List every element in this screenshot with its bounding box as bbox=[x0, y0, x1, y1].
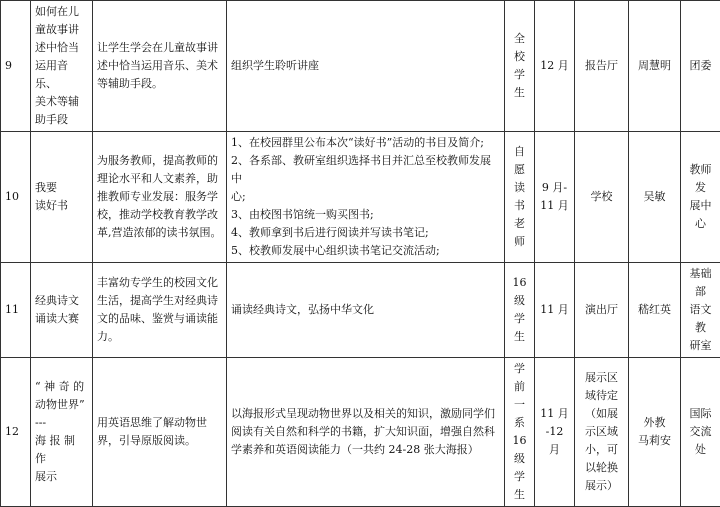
time-line: 12 月 bbox=[539, 57, 570, 75]
activity-name-cell bbox=[31, 1, 93, 132]
activity-content-line: 心; bbox=[231, 188, 500, 206]
activity-name-line: 述中恰当 bbox=[35, 39, 88, 57]
participants-cell bbox=[505, 132, 535, 263]
activity-goal-line: 述中恰当运用音乐、美术 bbox=[97, 57, 222, 75]
row-number-text: 9 bbox=[5, 59, 12, 72]
time-line: 9 月- bbox=[539, 179, 570, 197]
activity-name-line: 美术等辅 bbox=[35, 93, 88, 111]
person-in-charge-line: 嵇红英 bbox=[633, 301, 676, 319]
row-number-text: 12 bbox=[5, 425, 19, 438]
participants-line: 读书 bbox=[509, 179, 530, 215]
person-in-charge-cell bbox=[629, 358, 681, 507]
row-number-cell bbox=[1, 263, 31, 358]
table-row bbox=[1, 132, 720, 263]
person-in-charge-cell bbox=[629, 1, 681, 132]
department-line: 团委 bbox=[685, 57, 716, 75]
activity-goal-line: 用英语思维了解动物世 bbox=[97, 414, 222, 432]
participants-line: 一系 bbox=[509, 396, 530, 432]
time-cell bbox=[535, 263, 575, 358]
activity-goal-line: 推教师专业发展：服务学 bbox=[97, 188, 222, 206]
time-cell bbox=[535, 1, 575, 132]
activity-name-line: 运用音乐、 bbox=[35, 57, 88, 93]
activity-name-line: 如何在儿 bbox=[35, 3, 88, 21]
department-cell bbox=[681, 1, 720, 132]
person-in-charge-line: 吴敏 bbox=[633, 188, 676, 206]
person-in-charge-cell bbox=[629, 263, 681, 358]
person-in-charge-line: 马莉安 bbox=[633, 432, 676, 450]
activity-name-line: 展示 bbox=[35, 468, 88, 486]
activity-goal-line: 生活，提高学生对经典诗 bbox=[97, 292, 222, 310]
activity-name-line: --- bbox=[35, 414, 88, 432]
department-line: 研室 bbox=[685, 337, 716, 355]
activity-content-line: 1、在校园群里公布本次“读好书”活动的书目及简介; bbox=[231, 134, 500, 152]
activity-content-line: 组织学生聆听讲座 bbox=[231, 57, 500, 75]
person-in-charge-line: 外教 bbox=[633, 414, 676, 432]
row-number-text: 10 bbox=[5, 190, 19, 203]
activity-name-line: 助手段 bbox=[35, 111, 88, 129]
department-line: 语文教 bbox=[685, 301, 716, 337]
location-cell bbox=[575, 358, 629, 507]
time-line: 11 月 bbox=[539, 197, 570, 215]
location-line: 演出厅 bbox=[579, 301, 624, 319]
activity-plan-body bbox=[1, 1, 720, 507]
participants-line: 自愿 bbox=[509, 143, 530, 179]
participants-line: 学生 bbox=[509, 310, 530, 346]
activity-content-cell bbox=[227, 132, 505, 263]
activity-name-line: 动物世界” bbox=[35, 396, 88, 414]
activity-goal-cell bbox=[93, 132, 227, 263]
table-row bbox=[1, 358, 720, 507]
time-line: 11 月 bbox=[539, 301, 570, 319]
participants-line: 老师 bbox=[509, 215, 530, 251]
row-number-cell bbox=[1, 1, 31, 132]
activity-content-cell bbox=[227, 1, 505, 132]
location-line: 域待定 bbox=[579, 387, 624, 405]
location-line: 报告厅 bbox=[579, 57, 624, 75]
department-line: 教师发 bbox=[685, 161, 716, 197]
department-cell bbox=[681, 132, 720, 263]
activity-goal-line: 革,营造浓郁的读书氛围。 bbox=[97, 224, 222, 242]
activity-name-line: 我要 bbox=[35, 179, 88, 197]
department-line: 国际 bbox=[685, 405, 716, 423]
activity-name-line: 诵读大赛 bbox=[35, 310, 88, 328]
activity-goal-line: 为服务教师，提高教师的 bbox=[97, 152, 222, 170]
activity-name-cell bbox=[31, 263, 93, 358]
activity-name-cell bbox=[31, 358, 93, 507]
row-number-text: 11 bbox=[5, 303, 19, 316]
table-row bbox=[1, 1, 720, 132]
activity-goal-line: 力。 bbox=[97, 328, 222, 346]
participants-line: 学生 bbox=[509, 468, 530, 504]
activity-goal-line: 理论水平和人文素养，助 bbox=[97, 170, 222, 188]
activity-goal-cell bbox=[93, 1, 227, 132]
time-cell bbox=[535, 132, 575, 263]
location-line: （如展 bbox=[579, 405, 624, 423]
location-cell bbox=[575, 263, 629, 358]
activity-name-line: 经典诗文 bbox=[35, 292, 88, 310]
department-line: 展中心 bbox=[685, 197, 716, 233]
table-row bbox=[1, 263, 720, 358]
location-line: 以轮换 bbox=[579, 459, 624, 477]
activity-content-line: 5、校教师发展中心组织读书笔记交流活动; bbox=[231, 242, 500, 260]
time-line: 11 月 bbox=[539, 405, 570, 423]
activity-content-line: 2、各系部、教研室组织选择书目并汇总至校教师发展中 bbox=[231, 152, 500, 188]
location-line: 示区域 bbox=[579, 423, 624, 441]
participants-line: 学生 bbox=[509, 66, 530, 102]
activity-goal-line: 让学生学会在儿童故事讲 bbox=[97, 39, 222, 57]
location-line: 学校 bbox=[579, 188, 624, 206]
activity-goal-cell bbox=[93, 358, 227, 507]
activity-goal-cell bbox=[93, 263, 227, 358]
activity-content-line: 3、由校图书馆统一购买图书; bbox=[231, 206, 500, 224]
row-number-cell bbox=[1, 358, 31, 507]
activity-goal-line: 丰富幼专学生的校园文化 bbox=[97, 274, 222, 292]
activity-name-line: 童故事讲 bbox=[35, 21, 88, 39]
location-line: 展示区 bbox=[579, 369, 624, 387]
activity-content-cell bbox=[227, 358, 505, 507]
department-cell bbox=[681, 263, 720, 358]
location-line: 小，可 bbox=[579, 441, 624, 459]
participants-cell bbox=[505, 1, 535, 132]
activity-content-line: 阅读有关自然和科学的书籍，扩大知识面，增强自然科 bbox=[231, 423, 500, 441]
location-line: 展示） bbox=[579, 477, 624, 495]
activity-content-line: 学素养和英语阅读能力（一共约 24-28 张大海报） bbox=[231, 441, 500, 459]
participants-cell bbox=[505, 263, 535, 358]
participants-line: 16 级 bbox=[509, 432, 530, 468]
participants-cell bbox=[505, 358, 535, 507]
participants-line: 全校 bbox=[509, 30, 530, 66]
activity-goal-line: 界，引导原版阅读。 bbox=[97, 432, 222, 450]
department-line: 交流处 bbox=[685, 423, 716, 459]
time-cell bbox=[535, 358, 575, 507]
time-line: -12 月 bbox=[539, 423, 570, 459]
activity-name-line: 海 报 制 作 bbox=[35, 432, 88, 468]
person-in-charge-line: 周慧明 bbox=[633, 57, 676, 75]
row-number-cell bbox=[1, 132, 31, 263]
activity-goal-line: 等辅助手段。 bbox=[97, 75, 222, 93]
activity-name-line: 读好书 bbox=[35, 197, 88, 215]
participants-line: 学前 bbox=[509, 360, 530, 396]
person-in-charge-cell bbox=[629, 132, 681, 263]
activity-name-line: “ 神 奇 的 bbox=[35, 378, 88, 396]
activity-content-line: 诵读经典诗文，弘扬中华文化 bbox=[231, 301, 500, 319]
activity-content-line: 以海报形式呈现动物世界以及相关的知识，激励同学们 bbox=[231, 405, 500, 423]
participants-line: 16 级 bbox=[509, 274, 530, 310]
department-line: 基础部 bbox=[685, 265, 716, 301]
activity-name-cell bbox=[31, 132, 93, 263]
location-cell bbox=[575, 132, 629, 263]
activity-goal-line: 校，推动学校教育教学改 bbox=[97, 206, 222, 224]
activity-goal-line: 文的品味、鉴赏与诵读能 bbox=[97, 310, 222, 328]
department-cell bbox=[681, 358, 720, 507]
activity-content-line: 4、教师拿到书后进行阅读并写读书笔记; bbox=[231, 224, 500, 242]
location-cell bbox=[575, 1, 629, 132]
activity-content-cell bbox=[227, 263, 505, 358]
